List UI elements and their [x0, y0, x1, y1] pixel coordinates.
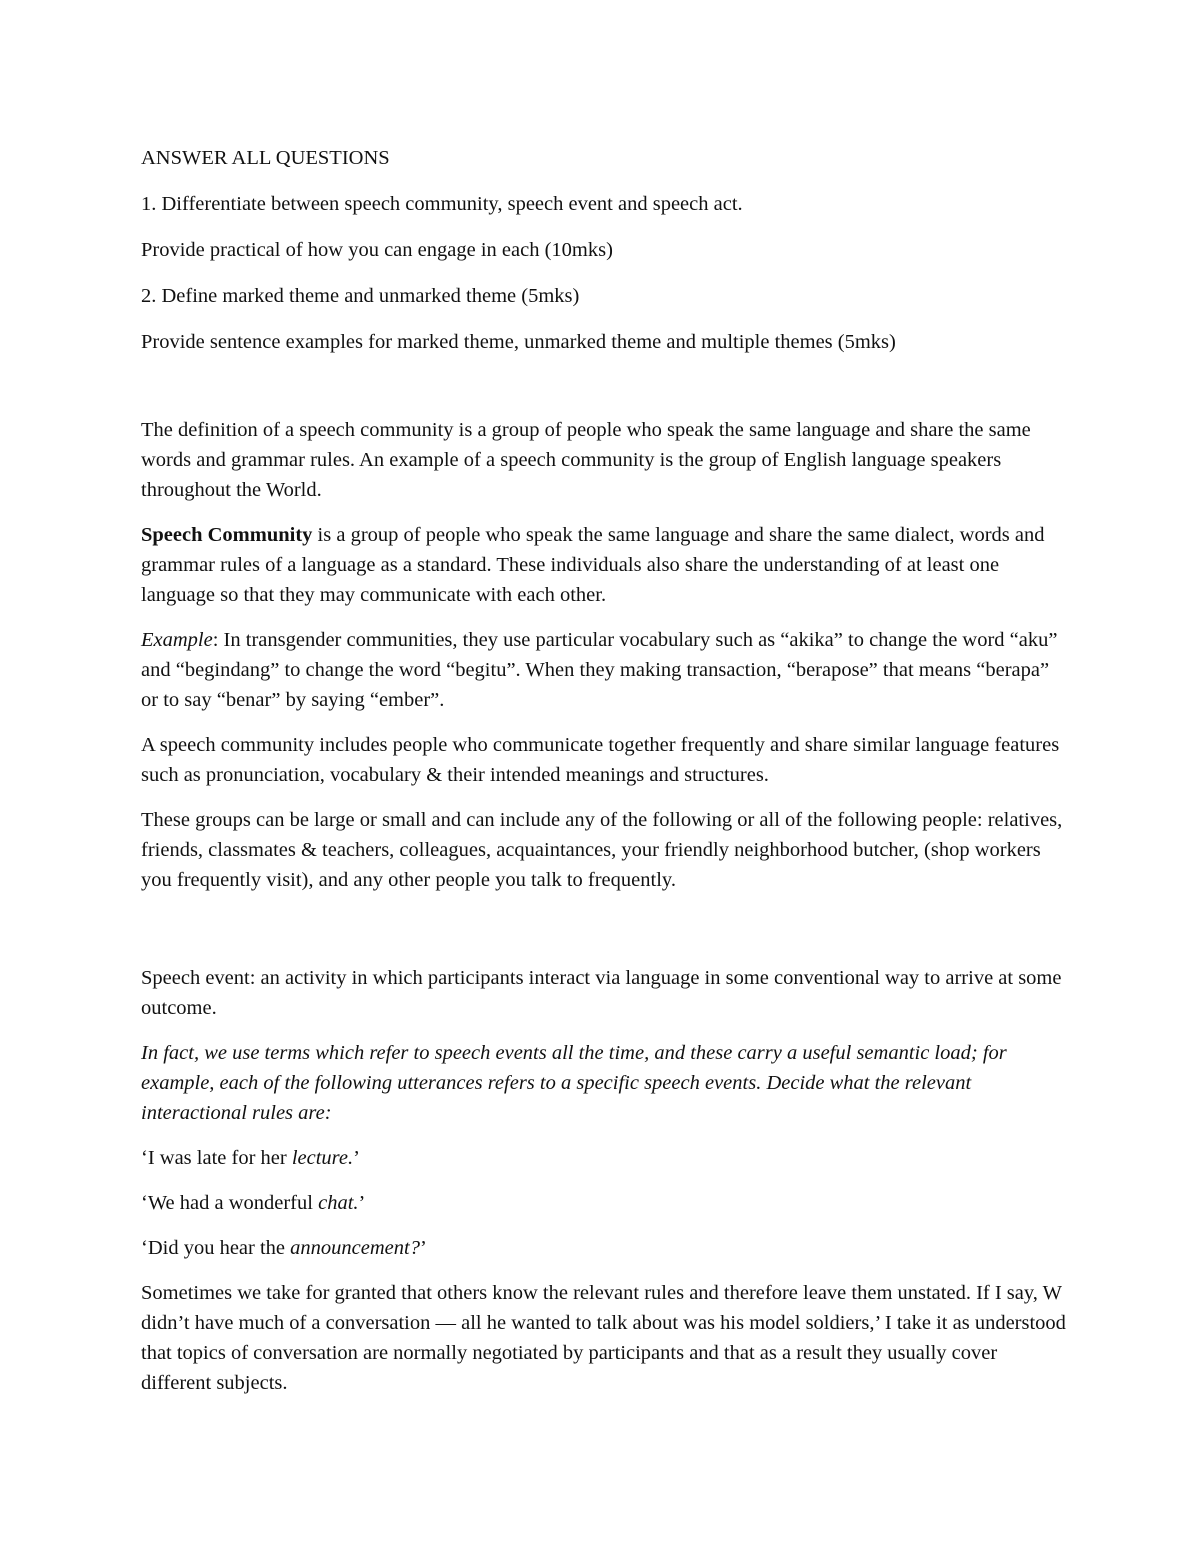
utterance-1 [141, 1143, 1070, 1173]
community-groups: These groups can be large or small and can include any of the following or all of the following people: relatives, friends, classmates & teachers, colleagues, acquaintances, your friendly neighborhood butcher, (shop workers you frequently visit), and any other people you talk to frequently. [141, 809, 1063, 891]
spacer [141, 910, 1070, 963]
utterance-3-text: ‘Did you hear the [141, 1237, 291, 1259]
question-1-sub: Provide practical of how you can engage in each (10mks) [141, 239, 613, 261]
community-includes: A speech community includes people who communicate together frequently and share similar language features such as pronunciation, vocabulary & their intended meanings and structures. [141, 734, 1060, 786]
utterance-2-text: ‘We had a wonderful [141, 1192, 319, 1214]
question-1: 1. Differentiate between speech community, speech event and speech act. [141, 193, 743, 215]
questions-section [141, 143, 1070, 357]
term-speech-community: Speech Community [141, 524, 313, 546]
community-explanation-text: is a group of people who speak the same language and share the same dialect, words and grammar rules of a language as a standard. These individuals also share the understanding of at least one language so that they may communicate with each other. [141, 524, 1045, 606]
question-2-sub: Provide sentence examples for marked theme, unmarked theme and multiple themes (5mks) [141, 331, 896, 353]
speech-event-definition: Speech event: an activity in which participants interact via language in some conventional way to arrive at some outcome. [141, 967, 1062, 1019]
utterance-2-quote: ’ [358, 1192, 366, 1214]
example-label: Example [141, 629, 213, 651]
community-explanation [141, 520, 1070, 610]
example-text: : In transgender communities, they use particular vocabulary such as “akika” to change the word “aku” and “begindang” to change the word “begitu”. When they making transaction, “berapose” that means “berapa” or to say “benar” by saying “ember”. [141, 629, 1058, 711]
instructions-heading: ANSWER ALL QUESTIONS [141, 147, 390, 169]
utterance-3 [141, 1233, 1070, 1263]
utterance-3-quote: ’ [419, 1237, 427, 1259]
speech-event-italic-paragraph: In fact, we use terms which refer to speech events all the time, and these carry a useful semantic load; for example, each of the following utterances refers to a specific speech events. Decide what the relevant interactional rules are: [141, 1042, 1007, 1124]
closing-paragraph: Sometimes we take for granted that others know the relevant rules and therefore leave them unstated. If I say, W didn’t have much of a conversation — all he wanted to talk about was his model soldiers,’ I take it as understood that topics of conversation are normally negotiated by participants and that as a result they usually cover different subjects. [141, 1282, 1066, 1394]
utterance-1-text: ‘I was late for her [141, 1147, 292, 1169]
community-example [141, 625, 1070, 715]
utterance-1-emphasis: lecture. [291, 1147, 354, 1169]
speech-community-section [141, 415, 1070, 895]
utterance-2 [141, 1188, 1070, 1218]
spacer [141, 373, 1070, 415]
utterance-1-quote: ’ [353, 1147, 360, 1169]
community-definition: The definition of a speech community is a group of people who speak the same language and share the same words and grammar rules. An example of a speech community is the group of English language speakers throughout the World. [141, 419, 1031, 501]
utterance-3-emphasis: announcement? [290, 1237, 420, 1259]
speech-event-section [141, 963, 1070, 1398]
question-2: 2. Define marked theme and unmarked theme (5mks) [141, 285, 580, 307]
utterance-2-emphasis: chat. [318, 1192, 359, 1214]
